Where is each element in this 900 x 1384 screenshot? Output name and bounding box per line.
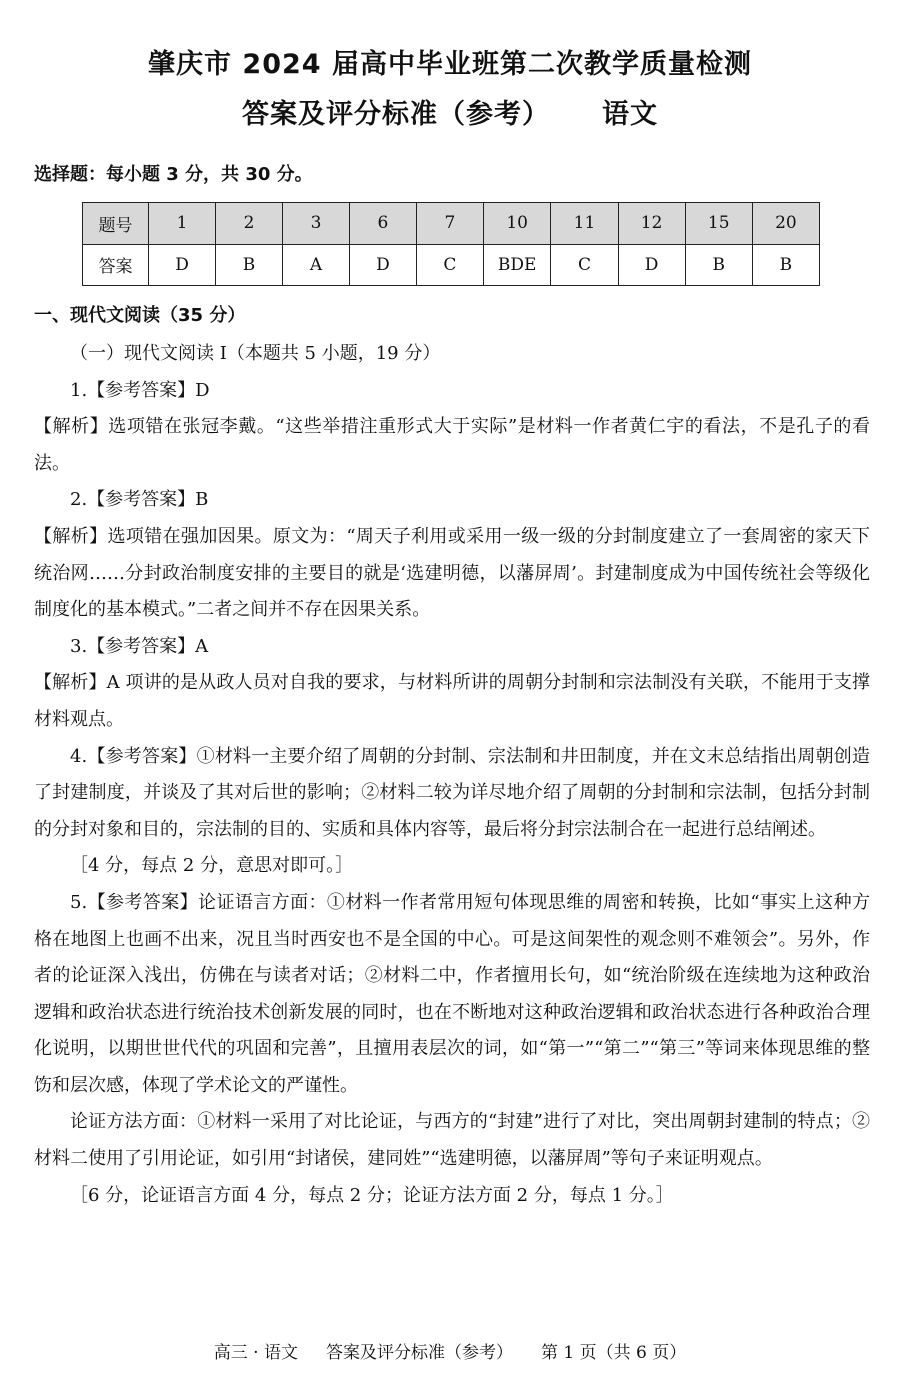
answer-cell: D	[149, 244, 216, 286]
answer-cell: BDE	[483, 244, 550, 286]
analysis-q2: 【解析】选项错在强加因果。原文为：“周天子利用或采用一级一级的分封制度建立了一套周密的家天下统治网……分封政治制度安排的主要目的就是‘选建明德，以藩屏周’。封建制度成为中国传统社会等级化制度化的基本模式。”二者之间并不存在因果关系。	[34, 525, 870, 621]
answer-cell: B	[752, 244, 819, 286]
answer-q4: 4.【参考答案】①材料一主要介绍了周朝的分封制、宗法制和井田制度，并在文末总结指出周朝创造了封建制度，并谈及了其对后世的影响；②材料二较为详尽地介绍了周朝的分封制和宗法制，包括分封制的分封对象和目的，宗法制的目的、实质和具体内容等，最后将分封宗法制合在一起进行总结阐述。	[34, 745, 870, 840]
answer-q1: 1.【参考答案】D	[70, 379, 210, 401]
subsection-heading: （一）现代文阅读 I（本题共 5 小题，19 分）	[70, 343, 441, 364]
document-title: 肇庆市 2024 届高中毕业班第二次教学质量检测	[148, 49, 752, 80]
analysis-q1: 【解析】选项错在张冠李戴。“这些举措注重形式大于实际”是材料一作者黄仁宇的看法，不是孔子的看法。	[34, 416, 870, 474]
table-row-questions	[83, 203, 820, 245]
answer-q5-methods: 论证方法方面：①材料一采用了对比论证，与西方的“封建”进行了对比，突出周朝封建制的特点；②材料二使用了引用论证，如引用“封诸侯，建同姓”“选建明德，以藩屏周”等句子来证明观点。	[34, 1111, 870, 1170]
choice-heading: 选择题：每小题 3 分，共 30 分。	[34, 164, 313, 185]
answer-cell: D	[618, 244, 685, 286]
answer-table	[82, 202, 820, 286]
footer-page-number: 第 1 页（共 6 页）	[540, 1343, 687, 1363]
answer-cell: B	[216, 244, 283, 286]
question-cell: 10	[483, 203, 550, 245]
row-label-answer: 答案	[83, 244, 149, 286]
scoring-q5: ［6 分，论证语言方面 4 分，每点 2 分；论证方法方面 2 分，每点 1 分。］	[70, 1184, 674, 1206]
subtitle-subject: 语文	[602, 99, 658, 130]
question-cell: 12	[618, 203, 685, 245]
document-subtitle	[0, 92, 900, 131]
question-cell: 7	[416, 203, 483, 245]
section-content	[34, 336, 870, 1214]
page-footer	[0, 1338, 900, 1363]
answer-cell: B	[685, 244, 752, 286]
question-cell: 3	[283, 203, 350, 245]
answer-cell: A	[283, 244, 350, 286]
subtitle-main: 答案及评分标准（参考）	[242, 99, 550, 130]
footer-doc-name: 答案及评分标准（参考）	[325, 1343, 513, 1363]
section-heading: 一、现代文阅读（35 分）	[34, 305, 246, 326]
answer-q3: 3.【参考答案】A	[70, 635, 209, 657]
answer-q5: 5.【参考答案】论证语言方面：①材料一作者常用短句体现思维的周密和转换，比如“事实上这种方格在地图上也画不出来，况且当时西安也不是全国的中心。可是这间架性的观念则不难领会”。另外，作者的论证深入浅出，仿佛在与读者对话；②材料二中，作者擅用长句，如“统治阶级在连续地为这种政治逻辑和政治状态进行统治技术创新发展的同时，也在不断地对这种政治逻辑和政治状态进行各种政治合理化说明，以期世世代代的巩固和完善”，且擅用表层次的词，如“第一”“第二”“第三”等词来体现思维的整饬和层次感，体现了学术论文的严谨性。	[34, 891, 870, 1096]
question-cell: 6	[349, 203, 416, 245]
question-cell: 2	[216, 203, 283, 245]
footer-course: 高三 · 语文	[213, 1343, 298, 1363]
analysis-q3: 【解析】A 项讲的是从政人员对自我的要求，与材料所讲的周朝分封制和宗法制没有关联，不能用于支撑材料观点。	[34, 672, 870, 730]
question-cell: 15	[685, 203, 752, 245]
table-row-answers	[83, 244, 820, 286]
answer-cell: C	[416, 244, 483, 286]
question-cell: 20	[752, 203, 819, 245]
answer-cell: C	[551, 244, 618, 286]
answer-q2: 2.【参考答案】B	[70, 489, 209, 511]
answer-cell: D	[349, 244, 416, 286]
scoring-q4: ［4 分，每点 2 分，意思对即可。］	[70, 855, 354, 877]
question-cell: 1	[149, 203, 216, 245]
row-label-question: 题号	[83, 203, 149, 245]
question-cell: 11	[551, 203, 618, 245]
